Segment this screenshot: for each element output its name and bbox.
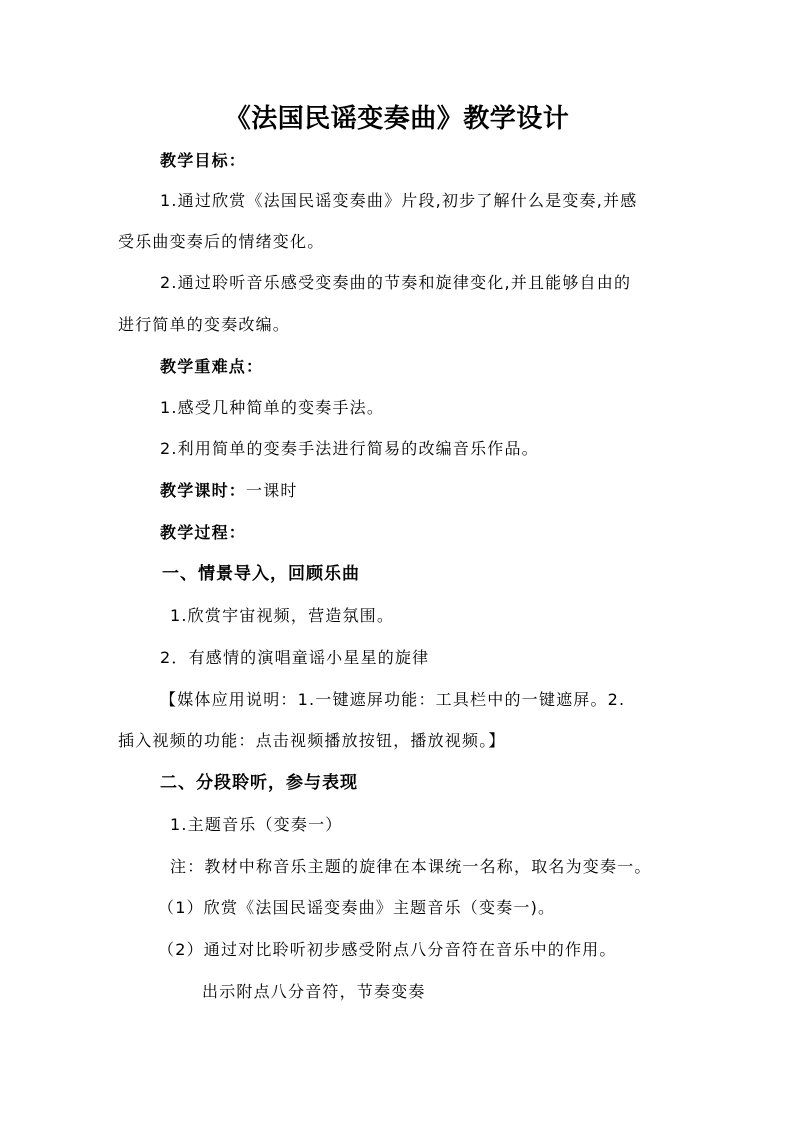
objective-2-line-1: 2.通过聆听音乐感受变奏曲的节奏和旋律变化,并且能够自由的 <box>160 273 632 292</box>
lesson-hours <box>160 480 298 502</box>
media-note-line-2: 插入视频的功能：点击视频播放按钮，播放视频。】 <box>118 731 506 750</box>
key-point-2: 2.利用简单的变奏手法进行简易的改编音乐作品。 <box>160 439 539 458</box>
lesson-hours-label: 教学课时： <box>160 481 247 500</box>
section-2-step-2-detail: 出示附点八分音符，节奏变奏 <box>202 982 426 1001</box>
section-2-item-1: 1.主题音乐（变奏一） <box>170 815 343 834</box>
objective-1-line-1: 1.通过欣赏《法国民谣变奏曲》片段,初步了解什么是变奏,并感 <box>160 191 638 210</box>
objectives-heading: 教学目标： <box>160 151 247 170</box>
process-heading: 教学过程： <box>160 523 247 542</box>
section-1-item-1: 1.欣赏宇宙视频，营造氛围。 <box>170 606 395 625</box>
media-note-line-1: 【媒体应用说明：1.一键遮屏功能：工具栏中的一键遮屏。2. <box>160 690 626 709</box>
objective-1-line-2: 受乐曲变奏后的情绪变化。 <box>118 232 325 251</box>
section-1-heading: 一、情景导入，回顾乐曲 <box>162 564 360 584</box>
key-points-heading: 教学重难点： <box>160 357 264 376</box>
objective-2-line-2: 进行简单的变奏改编。 <box>118 315 291 334</box>
document-title: 《法国民谣变奏曲》教学设计 <box>224 104 570 134</box>
lesson-hours-value: 一课时 <box>246 481 298 500</box>
section-2-step-1: （1）欣赏《法国民谣变奏曲》主题音乐（变奏一)。 <box>158 898 556 917</box>
section-1-item-2: 2．有感情的演唱童谣小星星的旋律 <box>160 648 430 667</box>
key-point-1: 1.感受几种简单的变奏手法。 <box>160 398 385 417</box>
section-2-note: 注：教材中称音乐主题的旋律在本课统一名称，取名为变奏一。 <box>170 857 652 876</box>
section-2-step-2: （2）通过对比聆听初步感受附点八分音符在音乐中的作用。 <box>158 940 617 959</box>
section-2-heading: 二、分段聆听，参与表现 <box>160 773 358 793</box>
